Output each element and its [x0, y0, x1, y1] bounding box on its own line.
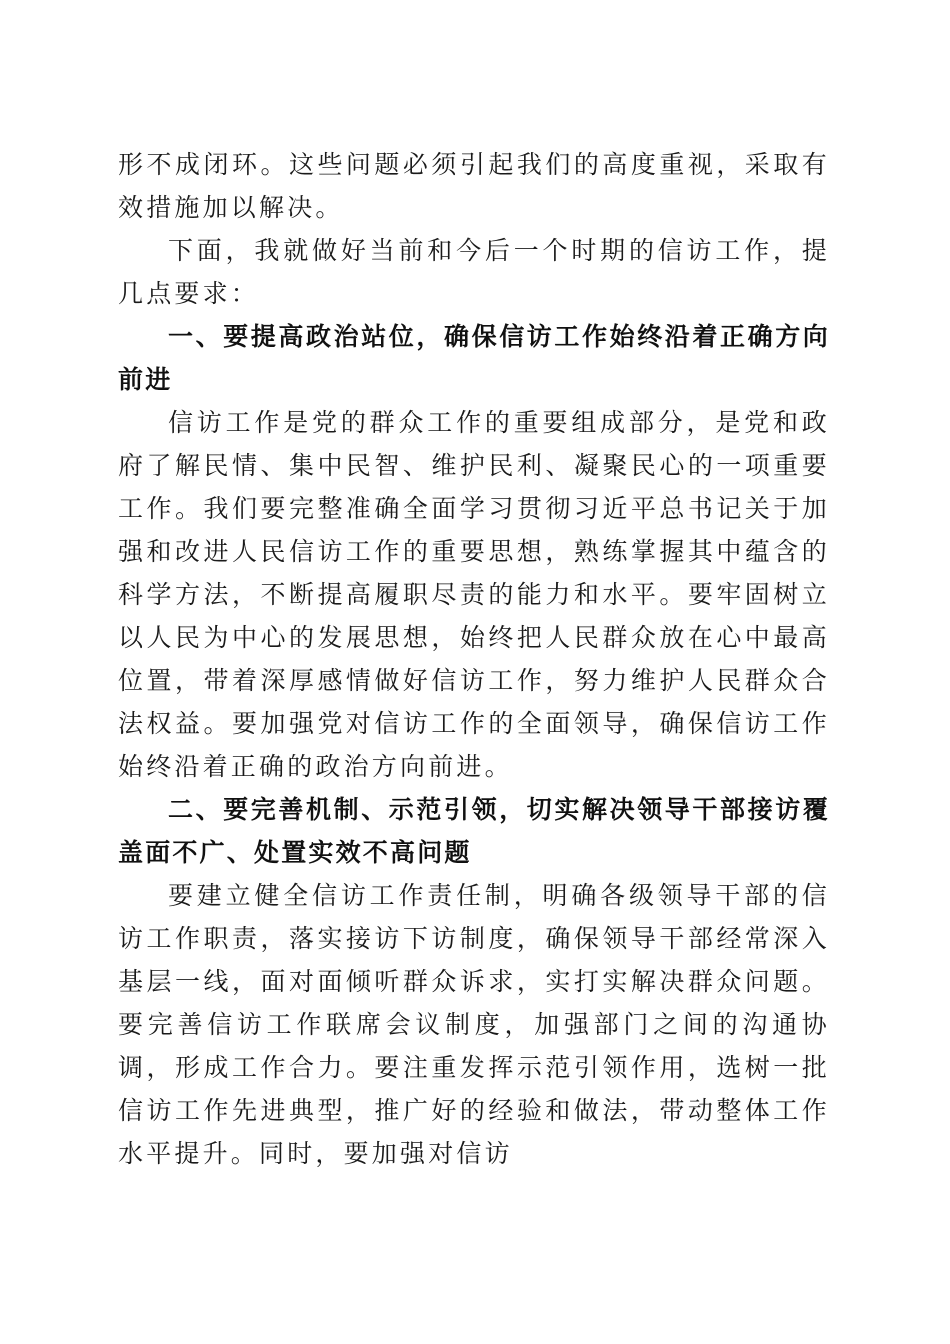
section-heading-2: 二、要完善机制、示范引领，切实解决领导干部接访覆盖面不广、处置实效不高问题 [118, 795, 830, 867]
paragraph-section-1: 信访工作是党的群众工作的重要组成部分，是党和政府了解民情、集中民智、维护民利、凝聚民心的一项重要工作。我们要完整准确全面学习贯彻习近平总书记关于加强和改进人民信访工作的重要思想，熟练掌握其中蕴含的科学方法，不断提高履职尽责的能力和水平。要牢固树立以人民为中心的发展思想，始终把人民群众放在心中最高位置，带着深厚感情做好信访工作，努力维护人民群众合法权益。要加强党对信访工作的全面领导，确保信访工作始终沿着正确的政治方向前进。 [118, 408, 830, 781]
paragraph-intro: 下面，我就做好当前和今后一个时期的信访工作，提几点要求： [118, 236, 830, 308]
paragraph-continuation: 形不成闭环。这些问题必须引起我们的高度重视，采取有效措施加以解决。 [118, 150, 830, 222]
paragraph-section-2: 要建立健全信访工作责任制，明确各级领导干部的信访工作职责，落实接访下访制度，确保领导干部经常深入基层一线，面对面倾听群众诉求，实打实解决群众问题。要完善信访工作联席会议制度，加强部门之间的沟通协调，形成工作合力。要注重发挥示范引领作用，选树一批信访工作先进典型，推广好的经验和做法，带动整体工作水平提升。同时，要加强对信访 [118, 881, 830, 1168]
section-heading-1: 一、要提高政治站位，确保信访工作始终沿着正确方向前进 [118, 322, 830, 394]
document-body [118, 143, 830, 1175]
